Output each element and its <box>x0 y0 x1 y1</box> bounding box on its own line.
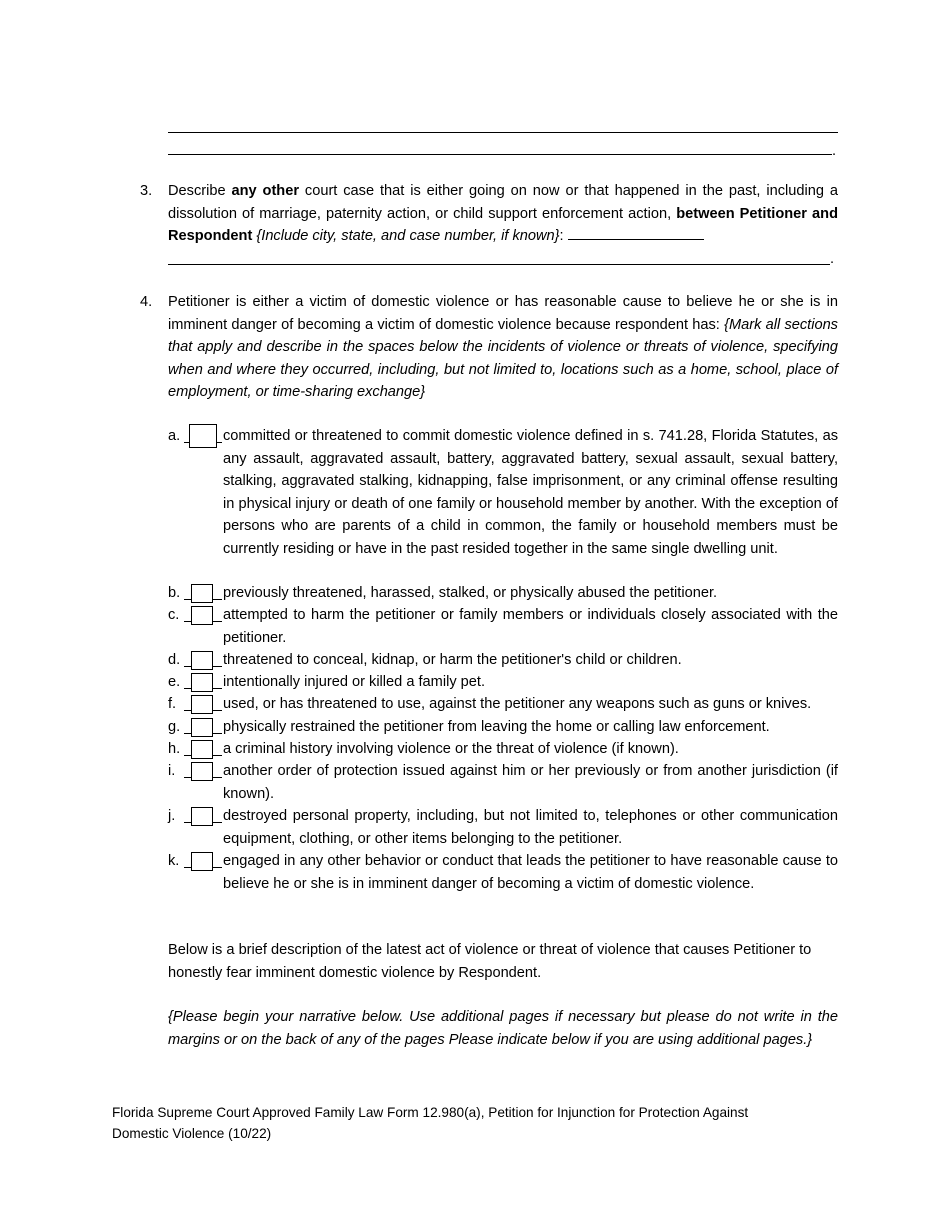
item-text: used, or has threatened to use, against the petitioner any weapons such as guns or knives. <box>223 696 812 712</box>
narrative-instruction: {Please begin your narrative below. Use additional pages if necessary but please do not write in the margins or on the back of any of the pages Please indicate below if you are using additional pages.} <box>168 1009 838 1048</box>
checkbox[interactable] <box>191 651 213 670</box>
section-4-number: 4. <box>140 294 153 310</box>
checkbox[interactable] <box>189 424 217 448</box>
footer-line-2: Domestic Violence (10/22) <box>112 1126 272 1141</box>
item-text: intentionally injured or killed a family pet. <box>223 674 486 690</box>
checkbox-item-b <box>168 582 838 605</box>
item-text: engaged in any other behavior or conduct that leads the petitioner to have reasonable cause to believe he or she is in imminent danger of becoming a victim of domestic violence. <box>223 853 838 892</box>
item-text: another order of protection issued against him or her previously or from another jurisdiction (if known). <box>223 763 838 802</box>
checkbox-item-h <box>168 738 838 761</box>
item-letter: a. <box>168 428 181 444</box>
checkbox-item-d <box>168 649 838 672</box>
page-footer <box>112 1102 832 1144</box>
incident-description-intro: Below is a brief description of the latest act of violence or threat of violence that causes Petitioner to honestly fear imminent domestic violence by Respondent. <box>168 942 812 981</box>
item-letter: c. <box>168 607 180 623</box>
section-4-text: Petitioner is either a victim of domestic violence or has reasonable cause to believe he or she is in imminent danger of becoming a victim of domestic violence because respondent has: {Mark all sections that apply and describe in the spaces below the incidents of violence or threats of violence, specifying when and where they occurred, including, but not limited to, locations such as a home, school, place of employment, or time-sharing exchange} <box>168 294 838 400</box>
line-end-period: . <box>832 143 837 159</box>
case-info-blank[interactable] <box>568 225 704 240</box>
checkbox-item-k <box>168 850 838 895</box>
answer-line[interactable] <box>168 132 838 133</box>
item-letter: j. <box>168 808 176 824</box>
checkbox-item-j <box>168 805 838 850</box>
case-info-line[interactable] <box>168 264 830 265</box>
item-letter: f. <box>168 696 177 712</box>
item-letter: k. <box>168 853 180 869</box>
checkbox[interactable] <box>191 852 213 871</box>
checkbox-item-f <box>168 693 838 716</box>
checkbox-item-c <box>168 604 838 649</box>
line-end-period: . <box>830 251 835 267</box>
checkbox[interactable] <box>191 695 213 714</box>
item-text: physically restrained the petitioner from leaving the home or calling law enforcement. <box>223 719 770 735</box>
item-letter: g. <box>168 719 181 735</box>
answer-line[interactable] <box>168 154 832 155</box>
footer-line-1: Florida Supreme Court Approved Family Law Form 12.980(a), Petition for Injunction for Protection Against <box>112 1105 749 1120</box>
checkbox[interactable] <box>191 673 213 692</box>
item-text: destroyed personal property, including, but not limited to, telephones or other communication equipment, clothing, or other items belonging to the petitioner. <box>223 808 838 847</box>
checkbox[interactable] <box>191 807 213 826</box>
item-text: threatened to conceal, kidnap, or harm the petitioner's child or children. <box>223 652 682 668</box>
item-letter: d. <box>168 652 181 668</box>
item-text: attempted to harm the petitioner or family members or individuals closely associated with the petitioner. <box>223 607 838 646</box>
item-letter: e. <box>168 674 181 690</box>
checkbox[interactable] <box>191 718 213 737</box>
checkbox-item-a <box>168 425 838 560</box>
checkbox[interactable] <box>191 606 213 625</box>
section-3-number: 3. <box>140 183 153 199</box>
section-3-text: Describe any other court case that is either going on now or that happened in the past, including a dissolution of marriage, paternity action, or child support enforcement action, between Petitioner and Respondent {Include city, state, and case number, if known}: <box>168 183 839 244</box>
checkbox[interactable] <box>191 740 213 759</box>
item-text: committed or threatened to commit domestic violence defined in s. 741.28, Florida Statutes, as any assault, aggravated assault, battery, aggravated battery, sexual assault, sexual battery, stalking, aggravated stalking, kidnapping, false imprisonment, or any criminal offense resulting in physical injury or death of one family or household member by another. With the exception of persons who are parents of a child in common, the family or household members must be currently residing or have in the past resided together in the same single dwelling unit. <box>223 428 838 557</box>
item-letter: i. <box>168 763 176 779</box>
checkbox-item-g <box>168 716 838 739</box>
item-letter: h. <box>168 741 181 757</box>
item-text: a criminal history involving violence or the threat of violence (if known). <box>223 741 679 757</box>
checkbox[interactable] <box>191 762 213 781</box>
item-text: previously threatened, harassed, stalked, or physically abused the petitioner. <box>223 585 718 601</box>
checkbox-item-i <box>168 760 838 805</box>
checkbox[interactable] <box>191 584 213 603</box>
checkbox-item-e <box>168 671 838 694</box>
item-letter: b. <box>168 585 181 601</box>
